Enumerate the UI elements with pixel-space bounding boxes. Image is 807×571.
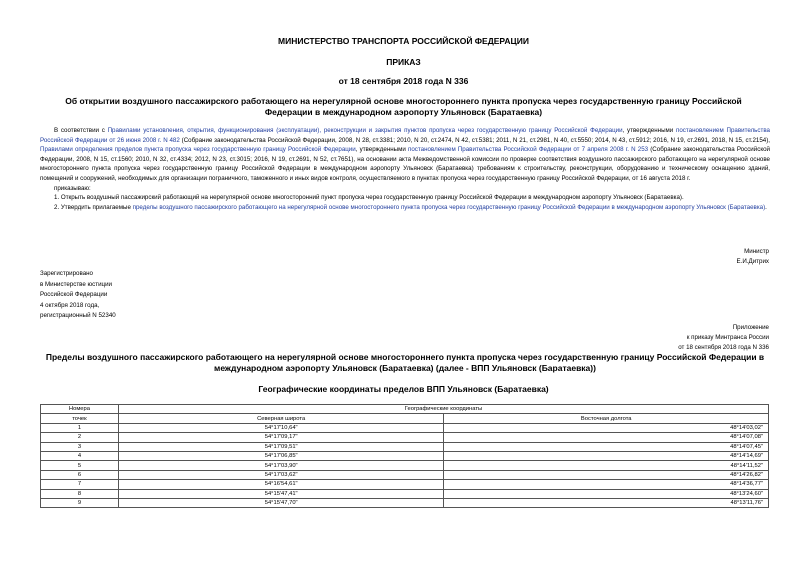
- table-row: [41, 461, 769, 470]
- appendix-line: Приложение: [732, 324, 769, 331]
- point-number: 9: [41, 498, 119, 507]
- longitude-cell: 48°14'07,08": [444, 433, 769, 442]
- table-row: [41, 470, 769, 479]
- doc-title: Об открытии воздушного пассажирского работающего на нерегулярной основе многостороннего пункта пропуска через государственную границу Российской Федерации в международном аэропорту Ульяновск (Баратаевка): [65, 96, 742, 117]
- col-lon-header: Восточная долгота: [444, 414, 769, 423]
- table-row: [41, 423, 769, 432]
- clause-1: 1. Открыть воздушный пассажирский работающий на нерегулярной основе многосторонний пункт пропуска через государственную границу Российской Федерации в международном аэропорту Ульяновск (Баратаевка).: [54, 194, 684, 202]
- registration-line: в Министерстве юстиции: [40, 280, 113, 288]
- appendix-reference: [678, 323, 769, 353]
- registration-line: регистрационный N 52340: [40, 312, 116, 320]
- point-number: 8: [41, 489, 119, 498]
- table-row: [41, 480, 769, 489]
- latitude-cell: 54°17'03,90": [118, 461, 444, 470]
- latitude-cell: 54°17'10,64": [118, 423, 444, 432]
- latitude-cell: 54°16'54,61": [118, 480, 444, 489]
- signer-role: Министр: [744, 248, 769, 255]
- point-number: 2: [41, 433, 119, 442]
- point-number: 1: [41, 423, 119, 432]
- table-row: [41, 433, 769, 442]
- registration-block: [40, 269, 116, 322]
- table-row: [41, 442, 769, 451]
- preamble-text: В соответствии с: [54, 127, 108, 134]
- table-header-row: [41, 414, 769, 423]
- point-number: 5: [41, 461, 119, 470]
- point-number: 7: [41, 480, 119, 489]
- longitude-cell: 48°14'07,45": [444, 442, 769, 451]
- clause-2-text: 2. Утвердить прилагаемые: [54, 203, 133, 211]
- latitude-cell: 54°17'03,62": [118, 470, 444, 479]
- registration-line: Зарегистрировано: [40, 270, 93, 277]
- preamble-text: (Собрание законодательства Российской Федерации, 2008, N 15, ст.1560; 2010, N 32, ст.4334; 2012, N 23, ст.3015; 2016, N 19, ст.2691, N 52, ст.7651), на основании акта Межведомственной комиссии по проверке соответствия воздушного пассажирского работающего на нерегулярной основе многостороннего пункта пропуска через государственную границу Российской Федерации в международном аэропорту Ульяновск (Баратаевка) требованиям к строительству, реконструкции, оборудованию и техническому оснащению зданий, помещений и сооружений, необходимых для организации пограничного, таможенного и иных видов контроля, осуществляемого в пунктах пропуска через государственную границу Российской Федерации, от 16 августа 2018 г.: [40, 146, 770, 182]
- table-header-row: [41, 405, 769, 414]
- longitude-cell: 48°14'26,82": [444, 470, 769, 479]
- link-resolution-482[interactable]: постановлением Правительства Российской Федерации от 26 июня 2008 г. N 482: [40, 127, 770, 144]
- col-number-header-2: точек: [41, 414, 119, 423]
- registration-line: Российской Федерации: [40, 291, 108, 299]
- col-geo-header: Географические координаты: [118, 405, 768, 414]
- signer-name: Е.И.Дитрих: [736, 258, 769, 265]
- point-number: 4: [41, 451, 119, 460]
- latitude-cell: 54°17'06,85": [118, 451, 444, 460]
- col-lat-header: Северная широта: [118, 414, 444, 423]
- ministry-heading: МИНИСТЕРСТВО ТРАНСПОРТА РОССИЙСКОЙ ФЕДЕРАЦИИ: [278, 36, 529, 46]
- signature-block: [737, 247, 769, 267]
- preamble-paragraph: [40, 126, 770, 184]
- latitude-cell: 54°15'47,41": [118, 489, 444, 498]
- point-number: 3: [41, 442, 119, 451]
- preamble-text: (Собрание законодательства Российской Федерации, 2008, N 28, ст.3381; 2010, N 20, ст.2474, N 42, ст.5381; 2011, N 21, ст.2981, N 40, ст.5550; 2014, N 43, ст.5912; 2016, N 19, ст.2691, 2018, N 15, ст.2154),: [179, 136, 771, 144]
- doc-type-heading: ПРИКАЗ: [386, 57, 421, 67]
- longitude-cell: 48°13'24,60": [444, 489, 769, 498]
- latitude-cell: 54°15'47,70": [118, 498, 444, 507]
- registration-line: 4 октября 2018 года,: [40, 301, 100, 309]
- longitude-cell: 48°14'03,02": [444, 423, 769, 432]
- latitude-cell: 54°17'09,17": [118, 433, 444, 442]
- longitude-cell: 48°14'14,69": [444, 451, 769, 460]
- clause-2-text: .: [765, 203, 767, 211]
- longitude-cell: 48°14'36,77": [444, 480, 769, 489]
- link-rules-limits[interactable]: Правилами определения пределов пункта пропуска через государственную границу Российской Федерации: [40, 146, 356, 154]
- appendix-line: к приказу Минтранса России: [686, 334, 769, 341]
- point-number: 6: [41, 470, 119, 479]
- link-resolution-253[interactable]: постановлением Правительства Российской Федерации от 7 апреля 2008 г. N 253: [407, 146, 649, 154]
- clause-2: [40, 203, 770, 213]
- preamble-text: , утвержденными: [622, 127, 677, 134]
- table-row: [41, 451, 769, 460]
- appendix-subtitle: Географические координаты пределов ВПП Ульяновск (Баратаевка): [258, 384, 549, 394]
- order-word: приказываю:: [54, 184, 91, 192]
- preamble-text: , утвержденными: [355, 146, 408, 154]
- table-row: [41, 489, 769, 498]
- order-body: [40, 126, 770, 212]
- latitude-cell: 54°17'09,51": [118, 442, 444, 451]
- table-row: [41, 498, 769, 507]
- col-number-header: Номера: [41, 405, 119, 414]
- doc-date: от 18 сентября 2018 года N 336: [338, 76, 469, 86]
- coordinates-table: [40, 404, 769, 508]
- link-limits-appendix[interactable]: пределы воздушного пассажирского работающего на нерегулярной основе многостороннего пункта пропуска через государственную границу Российской Федерации в международном аэропорту Ульяновск (Баратаевка): [132, 203, 766, 211]
- appendix-line: от 18 сентября 2018 года N 336: [678, 344, 769, 351]
- longitude-cell: 48°14'11,52": [444, 461, 769, 470]
- longitude-cell: 48°13'11,76": [444, 498, 769, 507]
- link-rules-border-points[interactable]: Правилами установления, открытия, функционирования (эксплуатации), реконструкции и закрытия пунктов пропуска через государственную границу Российской Федерации: [107, 127, 623, 134]
- appendix-title: Пределы воздушного пассажирского работающего на нерегулярной основе многостороннего пункта пропуска через государственную границу Российской Федерации в международном аэропорту Ульяновск (Баратаевка) (далее - ВПП Ульяновск (Баратаевка)): [45, 352, 765, 373]
